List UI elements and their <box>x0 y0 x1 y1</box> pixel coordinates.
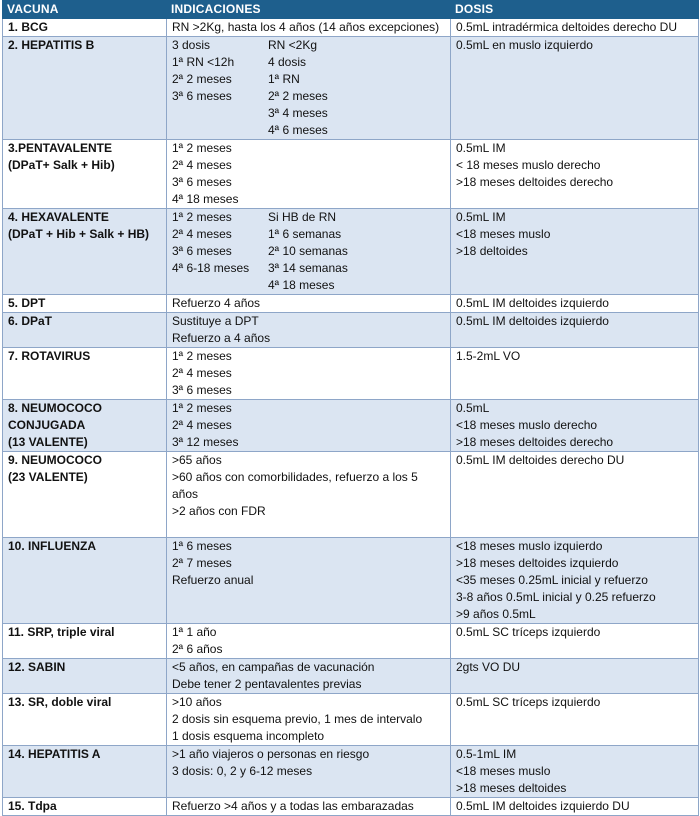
indication-line: 1ª 2 meses <box>172 349 232 363</box>
indications-column-b <box>268 209 446 294</box>
table-row <box>3 140 699 209</box>
vaccine-name: 1. BCG <box>8 20 49 34</box>
indication-line: 2ª 2 meses <box>268 89 328 103</box>
vaccine-name-cell <box>3 140 167 209</box>
vaccine-name-cell <box>3 19 167 37</box>
vaccine-name: (DPaT+ Salk + Hib) <box>8 158 115 172</box>
vaccine-name: 8. NEUMOCOCO <box>8 401 103 415</box>
indication-line: Refuerzo a 4 años <box>172 331 271 345</box>
indication-line: 3ª 12 meses <box>172 435 239 449</box>
vaccine-name: CONJUGADA <box>8 418 86 432</box>
indication-line: 2ª 4 meses <box>172 158 232 172</box>
indication-line: 4ª 6-18 meses <box>172 261 250 275</box>
dose-cell <box>451 295 699 313</box>
indication-line: 2ª 4 meses <box>172 366 232 380</box>
dose-cell <box>451 209 699 295</box>
indications-cell <box>167 37 451 140</box>
vaccine-name-cell <box>3 209 167 295</box>
indications-column-b <box>268 37 446 139</box>
dose-line: 0.5mL IM <box>456 141 506 155</box>
table-row <box>3 209 699 295</box>
dose-line: >18 deltoides <box>456 244 528 258</box>
table-row <box>3 694 699 746</box>
dose-line: 0.5mL en muslo izquierdo <box>456 38 593 52</box>
dose-line: >18 meses deltoides <box>456 781 567 795</box>
dose-line: <35 meses 0.25mL inicial y refuerzo <box>456 573 648 587</box>
indication-line: 2ª 6 años <box>172 642 223 656</box>
indication-line: 3ª 6 meses <box>172 383 232 397</box>
indication-line: 3 dosis: 0, 2 y 6-12 meses <box>172 764 313 778</box>
indications-cell <box>167 209 451 295</box>
indication-line: 3 dosis <box>172 38 211 52</box>
dose-cell <box>451 694 699 746</box>
dose-line: 0.5mL SC tríceps izquierdo <box>456 695 601 709</box>
dose-cell <box>451 538 699 624</box>
dose-cell <box>451 140 699 209</box>
indications-cell <box>167 659 451 694</box>
dose-cell <box>451 798 699 816</box>
indication-line: 4ª 18 meses <box>172 192 239 206</box>
indications-cell <box>167 295 451 313</box>
indication-line: >10 años <box>172 695 222 709</box>
table-row <box>3 313 699 348</box>
dose-line: 0.5mL SC tríceps izquierdo <box>456 625 601 639</box>
indications-cell <box>167 694 451 746</box>
vaccine-name-cell <box>3 400 167 452</box>
indication-line: >1 año viajeros o personas en riesgo <box>172 747 370 761</box>
dose-cell <box>451 400 699 452</box>
table-row <box>3 19 699 37</box>
dose-line: 1.5-2mL VO <box>456 349 521 363</box>
vaccine-schedule-table <box>2 0 699 816</box>
vaccine-name: 4. HEXAVALENTE <box>8 210 109 224</box>
dose-line: 3-8 años 0.5mL inicial y 0.25 refuerzo <box>456 590 656 604</box>
dose-line: >18 meses deltoides derecho <box>456 435 614 449</box>
vaccine-name: 3.PENTAVALENTE <box>8 141 113 155</box>
table-row <box>3 452 699 538</box>
indication-line: 1ª 6 meses <box>172 539 232 553</box>
table-row <box>3 295 699 313</box>
dose-cell <box>451 348 699 400</box>
dose-cell <box>451 659 699 694</box>
vaccine-name-cell <box>3 295 167 313</box>
vaccine-name: 9. NEUMOCOCO <box>8 453 103 467</box>
vaccine-name-cell <box>3 798 167 816</box>
vaccine-name: 2. HEPATITIS B <box>8 38 95 52</box>
row-spacer <box>172 520 446 537</box>
indication-line: 2ª 10 semanas <box>268 244 348 258</box>
vaccine-name: 7. ROTAVIRUS <box>8 349 91 363</box>
vaccine-name-cell <box>3 624 167 659</box>
indication-line: 3ª 6 meses <box>172 175 232 189</box>
vaccine-name: (13 VALENTE) <box>8 435 88 449</box>
indication-line: >2 años con FDR <box>172 504 266 518</box>
indication-line: 2ª 7 meses <box>172 556 232 570</box>
indication-line: 4 dosis <box>268 55 307 69</box>
indication-line: 1ª RN <12h <box>172 55 235 69</box>
indication-line: 2ª 4 meses <box>172 418 232 432</box>
dose-line: 0.5mL intradérmica deltoides derecho DU <box>456 20 677 34</box>
indication-line: <5 años, en campañas de vacunación <box>172 660 375 674</box>
indication-line: Si HB de RN <box>268 210 337 224</box>
vaccine-name-cell <box>3 746 167 798</box>
table-row <box>3 746 699 798</box>
indications-cell <box>167 452 451 538</box>
indication-line: Refuerzo >4 años y a todas las embarazadas <box>172 799 414 813</box>
indications-cell <box>167 400 451 452</box>
table-row <box>3 348 699 400</box>
vaccine-name: 13. SR, doble viral <box>8 695 112 709</box>
vaccine-name: 14. HEPATITIS A <box>8 747 101 761</box>
dose-line: >18 meses deltoides izquierdo <box>456 556 619 570</box>
indication-line: 2ª 2 meses <box>172 72 232 86</box>
dose-line: >9 años 0.5mL <box>456 607 536 621</box>
dose-cell <box>451 746 699 798</box>
dose-cell <box>451 313 699 348</box>
vaccine-name: 10. INFLUENZA <box>8 539 97 553</box>
indication-line: >60 años con comorbilidades, refuerzo a los 5 <box>172 470 418 484</box>
dose-line: 0.5mL IM deltoides izquierdo <box>456 296 609 310</box>
indication-line: 4ª 6 meses <box>268 123 328 137</box>
indications-cell <box>167 746 451 798</box>
indication-line: 4ª 18 meses <box>268 278 335 292</box>
indication-line: 3ª 6 meses <box>172 89 232 103</box>
indication-line: 2ª 4 meses <box>172 227 232 241</box>
dose-line: 0.5mL IM deltoides derecho DU <box>456 453 625 467</box>
indication-line: 2 dosis sin esquema previo, 1 mes de intervalo <box>172 712 423 726</box>
vaccine-name: 15. Tdpa <box>8 799 57 813</box>
dose-cell <box>451 452 699 538</box>
vaccine-name: 12. SABIN <box>8 660 66 674</box>
indication-line: >65 años <box>172 453 222 467</box>
dose-line: <18 meses muslo <box>456 764 551 778</box>
vaccine-name: 11. SRP, triple viral <box>8 625 115 639</box>
table-row <box>3 798 699 816</box>
indication-line: Sustituye a DPT <box>172 314 259 328</box>
indication-line: 3ª 14 semanas <box>268 261 348 275</box>
dose-line: 0.5mL IM deltoides izquierdo DU <box>456 799 630 813</box>
dose-line: <18 meses muslo <box>456 227 551 241</box>
vaccine-name-cell <box>3 313 167 348</box>
indication-line: 1ª 6 semanas <box>268 227 342 241</box>
vaccine-name-cell <box>3 659 167 694</box>
indication-line: 3ª 6 meses <box>172 244 232 258</box>
indication-line: 1ª 1 año <box>172 625 217 639</box>
indications-cell <box>167 538 451 624</box>
indication-line: RN <2Kg <box>268 38 318 52</box>
indications-cell <box>167 798 451 816</box>
header-dosis: DOSIS <box>451 1 699 19</box>
vaccine-name: 6. DPaT <box>8 314 53 328</box>
dose-line: 0.5-1mL IM <box>456 747 517 761</box>
vaccine-name-cell <box>3 694 167 746</box>
header-indicaciones: INDICACIONES <box>167 1 451 19</box>
table-row <box>3 624 699 659</box>
dose-line: 2gts VO DU <box>456 660 521 674</box>
indications-cell <box>167 624 451 659</box>
dose-line: 0.5mL IM deltoides izquierdo <box>456 314 609 328</box>
dose-cell <box>451 37 699 140</box>
dose-line: >18 meses deltoides derecho <box>456 175 614 189</box>
table-row <box>3 400 699 452</box>
dose-cell <box>451 624 699 659</box>
indication-line: años <box>172 487 199 501</box>
indications-cell <box>167 19 451 37</box>
vaccine-name: (23 VALENTE) <box>8 470 88 484</box>
indications-cell <box>167 140 451 209</box>
indication-line: 1 dosis esquema incompleto <box>172 729 325 743</box>
indication-line: RN >2Kg, hasta los 4 años (14 años excepciones) <box>172 20 440 34</box>
dose-line: <18 meses muslo derecho <box>456 418 598 432</box>
indications-cell <box>167 348 451 400</box>
header-vacuna: VACUNA <box>3 1 167 19</box>
indication-line: Refuerzo anual <box>172 573 254 587</box>
indications-column-a <box>172 209 268 294</box>
vaccine-name-cell <box>3 348 167 400</box>
vaccine-name-cell <box>3 37 167 140</box>
indication-line: 1ª 2 meses <box>172 141 232 155</box>
vaccine-name: (DPaT + Hib + Salk + HB) <box>8 227 150 241</box>
indication-line: Refuerzo 4 años <box>172 296 261 310</box>
table-body <box>3 19 699 816</box>
indication-line: 1ª RN <box>268 72 300 86</box>
vaccine-name: 5. DPT <box>8 296 46 310</box>
table-row <box>3 37 699 140</box>
table-header-row <box>3 1 699 19</box>
vaccine-name-cell <box>3 538 167 624</box>
indication-line: 3ª 4 meses <box>268 106 328 120</box>
indication-line: 1ª 2 meses <box>172 210 232 224</box>
dose-line: <18 meses muslo izquierdo <box>456 539 603 553</box>
indications-column-a <box>172 37 268 139</box>
dose-line: < 18 meses muslo derecho <box>456 158 601 172</box>
indication-line: Debe tener 2 pentavalentes previas <box>172 677 362 691</box>
table-row <box>3 538 699 624</box>
dose-line: 0.5mL <box>456 401 490 415</box>
dose-line: 0.5mL IM <box>456 210 506 224</box>
dose-cell <box>451 19 699 37</box>
table-row <box>3 659 699 694</box>
vaccine-name-cell <box>3 452 167 538</box>
indication-line: 1ª 2 meses <box>172 401 232 415</box>
indications-cell <box>167 313 451 348</box>
